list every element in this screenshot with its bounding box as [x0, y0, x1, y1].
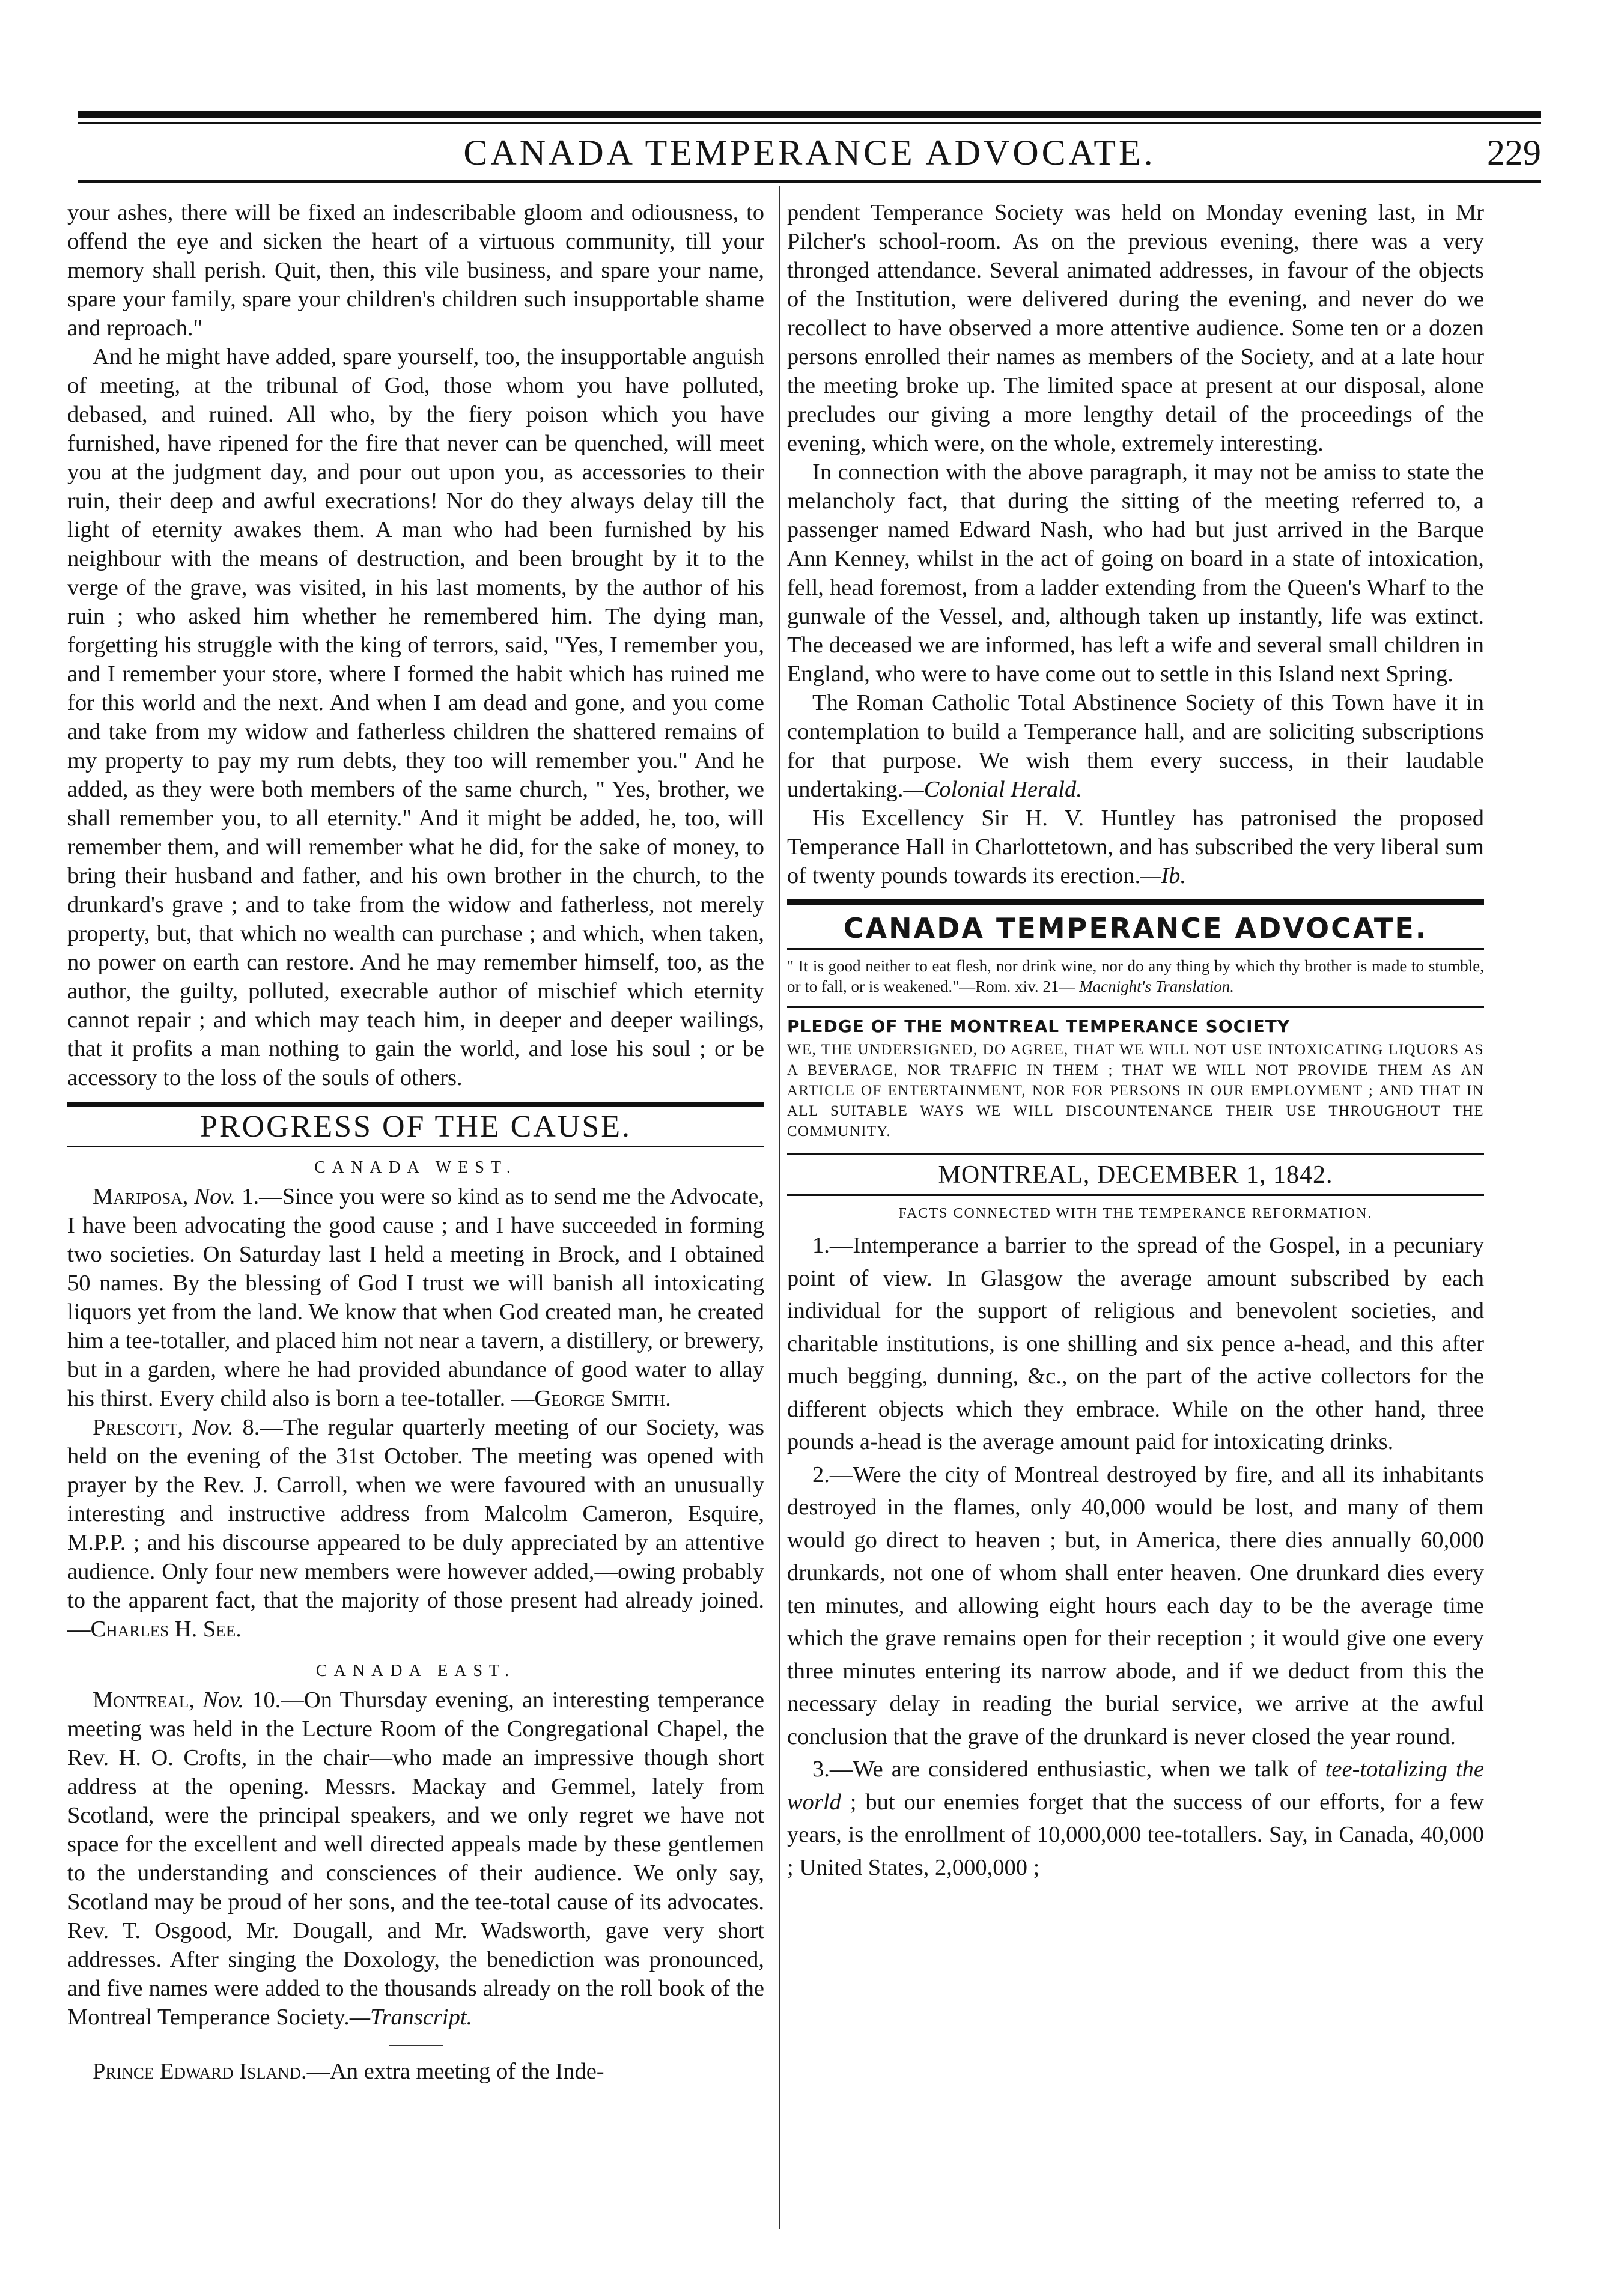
motto-source: Macnight's Translation. [1079, 977, 1234, 995]
montreal-place: Montreal, [93, 1687, 195, 1713]
pei-report [67, 2057, 764, 2086]
right-continued-paragraph-4 [787, 804, 1484, 890]
fact-2: 2.—Were the city of Montreal destroyed by fire, and all its inhabitants destroyed in the flames, only 40,000 would be lost, and many of them would go direct to heaven ; but, in America, there dies annually 60,000 drunkards, not one of whom shall enter heaven. One drunkard dies every ten minutes, and allowing eight hours each day to be the average time which the grave remains open for their reception ; it would give one every three minutes entering its narrow abode, and if we deduct from this the necessary delay in reading the burial service, we arrive at the awful conclusion that the grave of the drunkard is never closed the year round. [787, 1462, 1484, 1749]
pei-place: Prince Edward Island. [93, 2059, 307, 2084]
progress-heading-box [67, 1102, 764, 1147]
fact-3 [787, 1753, 1484, 1884]
page-number: 229 [1487, 133, 1541, 172]
motto-text: " It is good neither to eat flesh, nor drink wine, nor do any thing by which thy brother is made to stumble, or to fall, or is weakened."—Rom. xiv. 21— [787, 957, 1484, 995]
mariposa-signature: —George Smith. [511, 1386, 671, 1411]
pledge-text: WE, THE UNDERSIGNED, DO AGREE, THAT WE WILL NOT USE INTOXICATING LIQUORS AS A BEVERAGE, NOR TRAFFIC IN THEM ; THAT WE WILL NOT PROVIDE THEM AS AN ARTICLE OF ENTERTAINMENT, NOR FOR PERSONS IN OUR EMPLOYMENT ; AND THAT IN ALL SUITABLE WAYS WE WILL DISCOUNTENANCE THEIR USE THROUGHOUT THE COMMUNITY. [787, 1042, 1484, 1140]
montreal-date: Nov. [202, 1687, 244, 1713]
progress-heading: PROGRESS OF THE CAUSE. [199, 1110, 632, 1144]
top-rule [78, 111, 1541, 118]
montreal-report [67, 1686, 764, 2032]
column-divider [779, 186, 780, 2229]
fact-1: 1.—Intemperance a barrier to the spread of the Gospel, in a pecuniary point of view. In Glasgow the average amount subscribed by each individual for the support of religious and benevolent societies, and charitable institutions, is one shilling and six pence a-head, and this after much begging, dunning, &c., on the part of the active collectors for the different objects which they embrace. While on the other hand, three pounds a-head is the average amount paid for intoxicating drinks. [787, 1233, 1484, 1454]
right-continued-paragraph-2: In connection with the above paragraph, it may not be amiss to state the melancholy fact, that during the sitting of the meeting referred to, a passenger named Edward Nash, who had but just arrived in the Barque Ann Kenney, whilst in the act of going on board in a state of intoxication, fell, head foremost, from a ladder extending from the Queen's Wharf to the gunwale of the Vessel, and, although taken up instantly, life was extinct. The deceased we are informed, has left a wife and several small children in England, who were to have come out to settle in this Island next Spring. [787, 460, 1484, 687]
facts-section [787, 1229, 1484, 1884]
masthead-rule [78, 180, 1541, 183]
continued-paragraph-2: And he might have added, spare yourself, too, the insupportable anguish of meeting, at the tribunal of God, those whom you have polluted, debased, and ruined. All who, by the fiery poison which you have furnished, have ripened for the fire that never can be quenched, will meet you at the judgment day, and pour out upon you, as accessories to their ruin, their deep and awful execrations! Nor do they always delay till the light of eternity awakes them. A man who had been furnished by his neighbour with the means of destruction, and been brought by it to the verge of the grave, was visited, in his last moments, by the author of his ruin ; who asked him whether he remembered him. The dying man, forgetting his struggle with the king of terrors, said, "Yes, I remember you, and I remember your store, where I formed the habit which has ruined me for this world and the next. And when I am dead and gone, and you come and take from my widow and fatherless children the shattered remains of my property to pay my rum debts, they too will remember you." And he added, as they were both members of the same church, " Yes, brother, we shall remember you, to all eternity." And it might be added, he, too, will remember them, and will remember what he did, for the sake of money, to bring their husband and father, and his own brother in the church, to the drunkard's grave ; and to take from the widow and fatherless, not merely property, but, that which no wealth can purchase ; and which, when taken, no power on earth can restore. And he may remember himself, too, as the author, the guilty, polluted, execrable author of mischief which eternity cannot repair ; and which may teach him, in deeper and deeper wailings, that it profits a man nothing to gain the world, and lose his soul ; or be accessory to the loss of the souls of others. [67, 344, 764, 1090]
pei-text: —An extra meeting of the Inde- [306, 2059, 604, 2084]
huntley-source: —Ib. [1140, 863, 1187, 888]
pledge-heading: PLEDGE OF THE MONTREAL TEMPERANCE SOCIETY [787, 1006, 1484, 1036]
prescott-signature: —Charles H. See. [67, 1617, 242, 1642]
hall-source: —Colonial Herald. [903, 777, 1082, 802]
hall-text: The Roman Catholic Total Abstinence Society of this Town have it in contemplation to build a Temperance hall, and are soliciting subscriptions for that purpose. We wish them every success, in their laudable undertaking. [787, 690, 1484, 802]
canada-east-subhead: CANADA EAST. [315, 1662, 516, 1680]
right-continued-paragraph-3 [787, 688, 1484, 804]
mariposa-text: 1.—Since you were so kind as to send me the Advocate, I have been advocating the good cause ; and I have succeeded in forming two societies. On Saturday last I held a meeting in Brock, and I obtained 50 names. By the blessing of God I trust we will banish all intoxicating liquors yet from the land. We know that when God created man, he created him a tee-totaller, and placed him not near a tavern, a distillery, or brewery, but in a garden, where he had provided abundance of good water to allay his thirst. Every child also is born a tee-totaller. [67, 1184, 764, 1411]
montreal-source: —Transcript. [349, 2005, 473, 2030]
masthead-title: CANADA TEMPERANCE ADVOCATE. [463, 133, 1156, 172]
prescott-place: Prescott, [93, 1415, 184, 1440]
continued-paragraph-1: your ashes, there will be fixed an indescribable gloom and odiousness, to offend the eye and sicken the heart of a virtuous community, till your memory shall perish. Quit, then, this vile business, and spare your name, spare your family, spare your children's children such insupportable shame and reproach." [67, 200, 764, 341]
fact-3-start: 3.—We are considered enthusiastic, when we talk of [812, 1757, 1317, 1782]
fact-3-emphasis: tee-totalizing the world [787, 1757, 1484, 1815]
dateline: MONTREAL, DECEMBER 1, 1842. [787, 1153, 1484, 1196]
section-rule [389, 2045, 443, 2046]
right-continued-paragraph-1: pendent Temperance Society was held on Monday evening last, in Mr Pilcher's school-room. As on the previous evening, there was a very thronged attendance. Several animated addresses, in favour of the objects of the Institution, were delivered during the evening, and never do we recollect to have observed a more attentive audience. Some ten or a dozen persons enrolled their names as members of the Society, and at a late hour the meeting broke up. The limited space at present at our disposal, alone precludes our giving a more lengthy detail of the proceedings of the evening, which were, on the whole, extremely interesting. [787, 200, 1484, 456]
left-column [67, 198, 764, 2086]
prescott-report [67, 1413, 764, 1644]
montreal-text: 10.—On Thursday evening, an interesting temperance meeting was held in the Lecture Room of the Congregational Chapel, the Rev. H. O. Crofts, in the chair—who made an impressive though short address at the opening. Messrs. Mackay and Gemmel, lately from Scotland, were the principal speakers, and we only regret we have not space for the excellent and well directed appeals made by these gentlemen to the understanding and consciences of their audience. We only say, Scotland may be proud of her sons, and the tee-total cause of its advocates. Rev. T. Osgood, Mr. Dougall, and Mr. Wadsworth, gave very short addresses. After singing the Doxology, the benediction was pronounced, and five names were added to the thousands already on the roll book of the Montreal Temperance Society. [67, 1687, 765, 2030]
mariposa-place: Mariposa, [93, 1184, 189, 1209]
canada-west-subhead: CANADA WEST. [314, 1158, 517, 1177]
editorial-banner [787, 899, 1484, 950]
editorial-banner-title: CANADA TEMPERANCE ADVOCATE. [843, 912, 1428, 944]
huntley-text: His Excellency Sir H. V. Huntley has patronised the proposed Temperance Hall in Charlottetown, and has subscribed the very liberal sum of twenty pounds towards its erection. [787, 806, 1484, 888]
mariposa-date: Nov. [194, 1184, 236, 1209]
mariposa-report [67, 1182, 764, 1413]
right-column [787, 198, 1484, 1884]
fact-3-end: ; but our enemies forget that the success of our efforts, for a few years, is the enrollment of 10,000,000 tee-totallers. Say, in Canada, 40,000 ; United States, 2,000,000 ; [787, 1789, 1484, 1880]
prescott-text: 8.—The regular quarterly meeting of our Society, was held on the evening of the 31st October. The meeting was opened with prayer by the Rev. J. Carroll, when we were favoured with an unusually interesting and instructive address from Malcolm Cameron, Esquire, M.P.P. ; and his discourse appeared to be duly appreciated by an attentive audience. Only four new members were however added,—owing probably to the apparent fact, that the majority of those present had already joined. [67, 1415, 765, 1613]
facts-heading: FACTS CONNECTED WITH THE TEMPERANCE REFORMATION. [898, 1206, 1373, 1221]
prescott-date: Nov. [192, 1415, 234, 1440]
motto [787, 956, 1484, 997]
